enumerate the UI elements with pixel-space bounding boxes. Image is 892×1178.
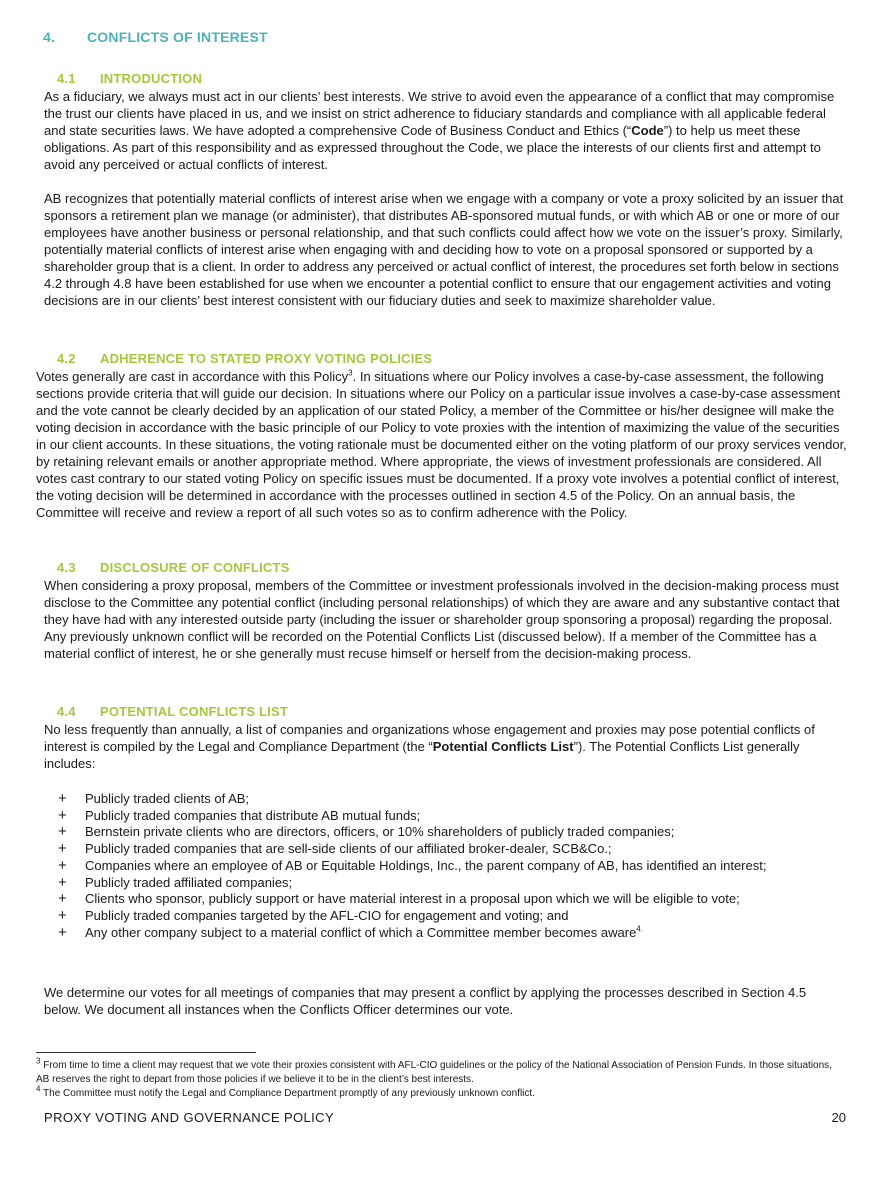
closing-paragraph: We determine our votes for all meetings of companies that may present a conflict by applying the processes described in Section 4.5 below. We document all instances when the Conflicts Officer determines our vote.	[44, 985, 807, 1017]
disclosure-paragraph: When considering a proxy proposal, members of the Committee or investment professionals involved in the decision-making process must disclose to the Committee any potential conflict (including personal relationships) of which they are aware and any substantive contact that they have had with any interested outside party (including the issuer or shareholder group sponsoring a proposal) regarding the proposal. Any previously unknown conflict will be recorded on the Potential Conflicts List (discussed below). If a member of the Committee has a material conflict of interest, he or she generally must recuse himself or herself from the decision-making process.	[44, 578, 840, 661]
plus-icon: +	[58, 840, 67, 858]
text-run: No less frequently than annually, a list of companies and organizations whose engagement and proxies may pose potential conflicts of interest is compiled by the Legal and Compliance Department (the “	[44, 722, 815, 754]
plus-icon: +	[58, 873, 67, 891]
list-item-text: Clients who sponsor, publicly support or have material interest in a proposal upon which we will be eligible to vote;	[85, 891, 740, 907]
subsection-number: 4.1	[57, 71, 76, 86]
footnote-mark: 4	[36, 1084, 41, 1094]
list-item-text: Bernstein private clients who are directors, officers, or 10% shareholders of publicly traded companies;	[85, 824, 675, 840]
list-item-text: Publicly traded affiliated companies;	[85, 874, 293, 890]
footnote-divider	[36, 1052, 256, 1053]
list-item-text: Any other company subject to a material conflict of which a Committee member becomes aware	[85, 924, 637, 940]
subsection-heading-4-2	[57, 351, 432, 366]
subsection-heading-4-1	[57, 71, 202, 86]
intro-paragraph-1	[44, 88, 844, 173]
plus-icon: +	[58, 923, 67, 941]
potential-conflicts-list	[58, 791, 766, 941]
list-item	[58, 808, 766, 825]
section-heading	[43, 29, 268, 45]
plus-icon: +	[58, 890, 67, 908]
page-number: 20	[831, 1110, 846, 1125]
plus-icon: +	[58, 790, 67, 807]
subsection-title: INTRODUCTION	[100, 71, 203, 86]
footnotes	[36, 1056, 836, 1101]
text-run: Votes generally are cast in accordance with this Policy	[36, 369, 349, 384]
text-run: . In situations where our Policy involves a case-by-case assessment, the following sections provide criteria that will guide our decision. In situations where our Policy on a particular issue involves a case-by-case assessment and the vote cannot be clearly decided by an application of our stated Policy, a member of the Committee or his/her designee will make the voting decision in accordance with the basic principle of our Policy to vote proxies with the intention of maximizing the value of the securities in our client accounts. In these situations, the voting rationale must be documented either on the voting platform of our proxy services vendor, by retaining relevant emails or another appropriate method. Where appropriate, the views of investment professionals are considered. All votes cast contrary to our stated voting Policy on specific issues must be documented. If a proxy vote involves a potential conflict of interest, the voting decision will be determined in accordance with the processes outlined in section 4.5 of the Policy. On an annual basis, the Committee will receive and review a report of all such votes so as to confirm adherence with the Policy.	[36, 369, 847, 520]
subsection-title: ADHERENCE TO STATED PROXY VOTING POLICIES	[100, 351, 433, 366]
text-run: As a fiduciary, we always must act in our clients’ best interests. We strive to avoid even the appearance of a conflict that may compromise the trust our clients have placed in us, and we insist on strict adherence to fiduciary standards and compliance with all applicable federal and state securities laws. We have adopted a comprehensive Code of Business Conduct and Ethics (“	[44, 89, 835, 138]
conflicts-list-intro	[44, 721, 830, 772]
subsection-number: 4.2	[57, 351, 76, 366]
defined-term-potential-conflicts-list: Potential Conflicts List	[432, 739, 574, 754]
defined-term-code: Code	[631, 123, 664, 138]
footnote-text: The Committee must notify the Legal and Compliance Department promptly of any previously unknown conflict.	[40, 1088, 535, 1099]
footnote-ref-3: 3	[348, 368, 353, 378]
list-item	[58, 858, 766, 875]
footnote-mark: 3	[36, 1056, 41, 1066]
section-number: 4.	[43, 29, 56, 45]
subsection-title: POTENTIAL CONFLICTS LIST	[100, 704, 288, 719]
list-item	[58, 824, 766, 841]
list-item-text: Publicly traded companies that distribute AB mutual funds;	[85, 807, 421, 823]
list-item-text: Publicly traded companies that are sell-side clients of our affiliated broker-dealer, SCB&Co.;	[85, 841, 612, 857]
text-run: ”). The Potential Conflicts List generally includes:	[44, 739, 800, 771]
subsection-title: DISCLOSURE OF CONFLICTS	[100, 560, 290, 575]
footnote-text: From time to time a client may request that we vote their proxies consistent with AFL-CIO guidelines or the policy of the National Association of Pension Funds. In those situations, AB reserves the right to depart from those policies if we believe it to be in the client’s best interests.	[36, 1060, 832, 1085]
footnote-ref-4: 4.	[636, 924, 643, 934]
footnote-4	[36, 1084, 836, 1101]
subsection-number: 4.3	[57, 560, 76, 575]
text-run: ”) to help us meet these obligations. As part of this responsibility and as expressed throughout the Code, we place the interests of our clients first and attempt to avoid any perceived or actual conflicts of interest.	[44, 123, 821, 172]
list-item-text: Publicly traded companies targeted by the AFL-CIO for engagement and voting; and	[85, 907, 569, 923]
section-title: CONFLICTS OF INTEREST	[87, 29, 268, 45]
list-item	[58, 875, 766, 892]
list-item-text: Publicly traded clients of AB;	[85, 791, 250, 806]
list-item	[58, 841, 766, 858]
footer-title: PROXY VOTING AND GOVERNANCE POLICY	[44, 1110, 335, 1125]
subsection-number: 4.4	[57, 704, 76, 719]
adherence-paragraph	[36, 368, 852, 521]
list-item-text: Companies where an employee of AB or Equitable Holdings, Inc., the parent company of AB, has identified an interest;	[85, 857, 767, 873]
plus-icon: +	[58, 856, 67, 874]
plus-icon: +	[58, 806, 67, 824]
list-item	[58, 791, 766, 808]
plus-icon: +	[58, 906, 67, 924]
intro-paragraph-2: AB recognizes that potentially material conflicts of interest arise when we engage with a company or vote a proxy solicited by an issuer that sponsors a retirement plan we manage (or administer), that distributes AB-sponsored mutual funds, or with which AB or one or more of our employees have another business or personal relationship, and that such conflicts could affect how we vote on the issuer’s proxy. Similarly, potentially material conflicts of interest arise when engaging with and deciding how to vote on a proposal sponsored or supported by a shareholder group that is a client. In order to address any perceived or actual conflict of interest, the procedures set forth below in sections 4.2 through 4.8 have been established for use when we encounter a potential conflict to ensure that our engagement activities and voting decisions are in our clients’ best interest consistent with our fiduciary duties and seek to maximize shareholder value.	[44, 191, 844, 308]
plus-icon: +	[58, 823, 67, 841]
list-item	[58, 908, 766, 925]
subsection-heading-4-3	[57, 560, 290, 575]
list-item	[58, 891, 766, 908]
subsection-heading-4-4	[57, 704, 288, 719]
list-item	[58, 925, 766, 942]
footnote-3	[36, 1056, 836, 1087]
